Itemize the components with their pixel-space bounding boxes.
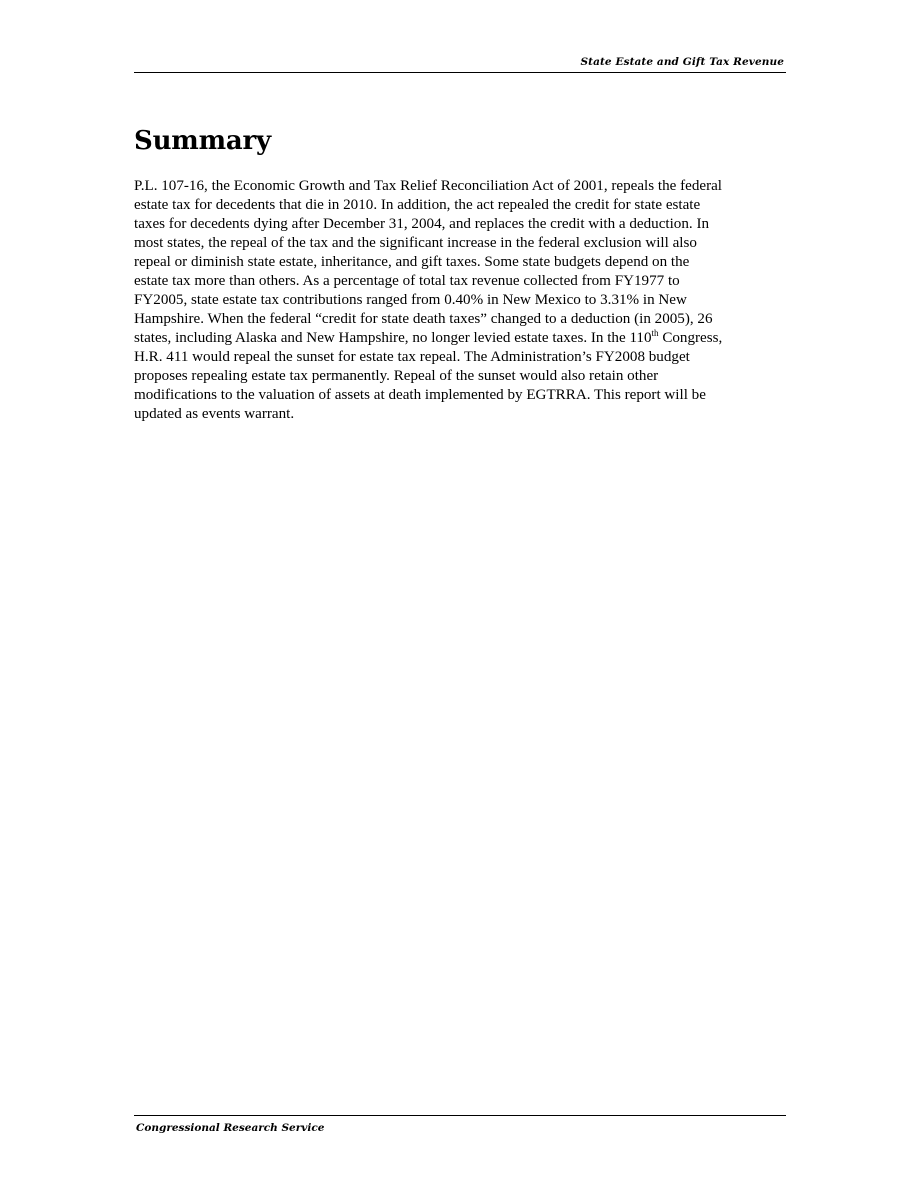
summary-line: modifications to the valuation of assets at death implemented by EGTRRA. This report will be: [134, 387, 706, 403]
summary-line: P.L. 107-16, the Economic Growth and Tax Relief Reconciliation Act of 2001, repeals the federal: [134, 178, 722, 194]
summary-line: estate tax more than others. As a percentage of total tax revenue collected from FY1977 to: [134, 273, 680, 289]
summary-line: H.R. 411 would repeal the sunset for estate tax repeal. The Administration’s FY2008 budget: [134, 349, 690, 365]
summary-line: most states, the repeal of the tax and the significant increase in the federal exclusion will also: [134, 235, 697, 251]
running-title: State Estate and Gift Tax Revenue: [580, 56, 784, 68]
summary-line: proposes repealing estate tax permanently. Repeal of the sunset would also retain other: [134, 368, 659, 384]
summary-line: Hampshire. When the federal “credit for state death taxes” changed to a deduction (in 2005), 26: [134, 311, 713, 327]
summary-line: FY2005, state estate tax contributions ranged from 0.40% in New Mexico to 3.31% in New: [134, 292, 687, 308]
summary-heading: Summary: [134, 126, 271, 156]
summary-line: taxes for decedents dying after December 31, 2004, and replaces the credit with a deduction. In: [134, 216, 710, 232]
summary-line: [134, 329, 786, 348]
page-footer: [134, 1115, 786, 1144]
summary-line: repeal or diminish state estate, inheritance, and gift taxes. Some state budgets depend on the: [134, 254, 690, 270]
summary-line: estate tax for decedents that die in 2010. In addition, the act repealed the credit for state estate: [134, 197, 701, 213]
summary-line-text: Congress,: [658, 330, 723, 346]
summary-line-text: states, including Alaska and New Hampshire, no longer levied estate taxes. In the 110: [134, 330, 652, 346]
summary-line: updated as events warrant.: [134, 406, 295, 422]
summary-paragraph: [134, 177, 786, 424]
footer-organization: Congressional Research Service: [136, 1122, 325, 1134]
ordinal-superscript: th: [651, 327, 659, 338]
page-header: [134, 54, 786, 73]
